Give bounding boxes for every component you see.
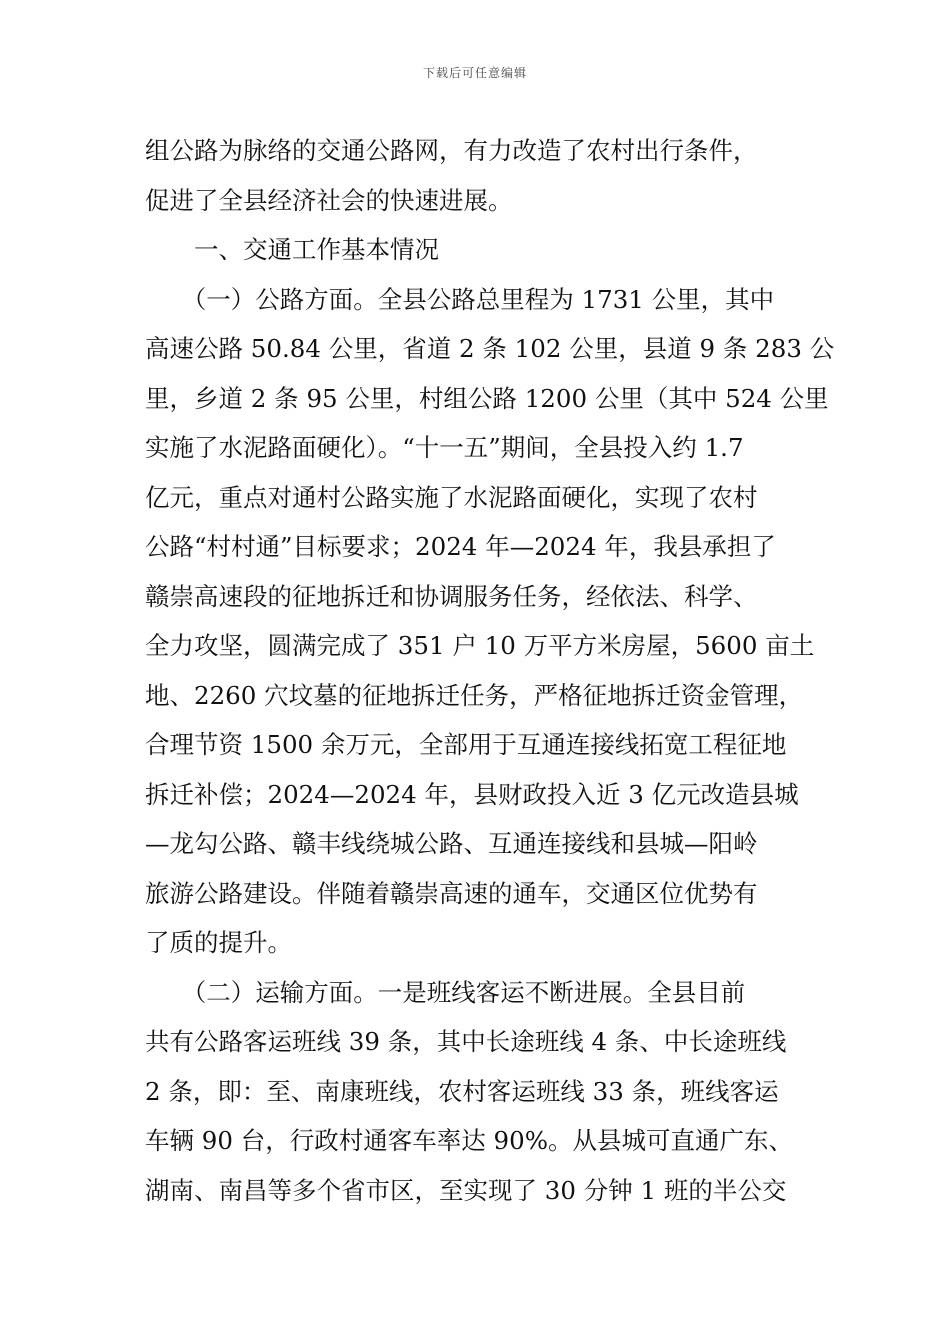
text-line: 旅游公路建设。伴随着赣崇高速的通车，交通区位优势有 xyxy=(145,878,758,908)
text-line: 共有公路客运班线 39 条，其中长途班线 4 条、中长途班线 xyxy=(145,1027,787,1056)
text-line: 车辆 90 台，行政村通客车率达 90%。从县城可直通广东、 xyxy=(145,1126,793,1155)
text-line: 湖南、南昌等多个省市区，至实现了 30 分钟 1 班的半公交 xyxy=(145,1175,787,1205)
text-line: 组公路为脉络的交通公路网，有力改造了农村出行条件， xyxy=(145,136,758,165)
section-heading: 一、交通工作基本情况 xyxy=(145,235,439,264)
text-line: 2 条，即：至、南康班线，农村客运班线 33 条，班线客运 xyxy=(145,1076,779,1106)
text-line: 亿元，重点对通村公路实施了水泥路面硬化，实现了农村 xyxy=(145,482,758,512)
text-line: 合理节资 1500 余万元，全部用于互通连接线拓宽工程征地 xyxy=(145,730,787,759)
text-line: 里，乡道 2 条 95 公里，村组公路 1200 公里（其中 524 公里 xyxy=(145,383,829,413)
text-line: 拆迁补偿；2024—2024 年，县财政投入近 3 亿元改造县城 xyxy=(145,779,799,809)
text-line: （一）公路方面。全县公路总里程为 1731 公里，其中 xyxy=(145,284,775,314)
text-line: 全力攻坚，圆满完成了 351 户 10 万平方米房屋，5600 亩土 xyxy=(145,631,815,660)
text-line: 实施了水泥路面硬化）。“十一五”期间，全县投入约 1.7 xyxy=(145,433,744,462)
text-line: 了质的提升。 xyxy=(145,928,292,957)
text-line: 公路“村村通”目标要求；2024 年—2024 年，我县承担了 xyxy=(145,532,776,561)
text-line: 高速公路 50.84 公里，省道 2 条 102 公里，县道 9 条 283 公 xyxy=(145,334,835,363)
text-line: 地、2260 穴坟墓的征地拆迁任务，严格征地拆迁资金管理， xyxy=(145,680,804,710)
text-line: —龙勾公路、赣丰线绕城公路、互通连接线和县城—阳岭 xyxy=(145,829,758,858)
page-header: 下载后可任意编辑 xyxy=(422,66,527,80)
text-line: 赣崇高速段的征地拆迁和协调服务任务，经依法、科学、 xyxy=(145,581,758,611)
text-line: 促进了全县经济社会的快速进展。 xyxy=(145,185,513,215)
text-line: （二）运输方面。一是班线客运不断进展。全县目前 xyxy=(145,977,746,1007)
document-body xyxy=(145,126,835,1215)
